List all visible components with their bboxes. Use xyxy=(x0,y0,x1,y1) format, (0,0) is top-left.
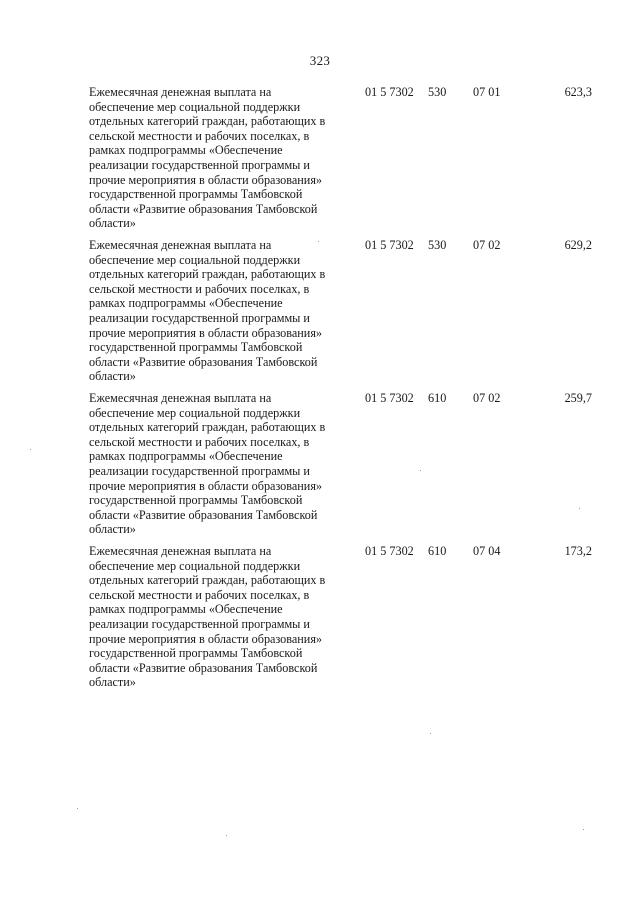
scan-speck xyxy=(430,733,431,734)
amount-value: 623,3 xyxy=(564,85,592,99)
description-line: реализации государственной программы и xyxy=(89,310,310,325)
section-subsection-code: 07 04 xyxy=(473,544,501,558)
description-line: обеспечение мер социальной поддержки xyxy=(89,252,301,267)
row-description xyxy=(89,391,364,537)
description-line: рамках подпрограммы «Обеспечение xyxy=(89,143,283,158)
description-line: Ежемесячная денежная выплата на xyxy=(89,391,272,405)
description-line: области «Развитие образования Тамбовской xyxy=(89,354,318,369)
target-article-code: 01 5 7302 xyxy=(365,238,414,252)
description-line: области» xyxy=(89,522,136,537)
description-line: сельской местности и рабочих поселках, в xyxy=(89,434,310,449)
description-line: реализации государственной программы и xyxy=(89,463,310,478)
description-line: области «Развитие образования Тамбовской xyxy=(89,201,318,216)
scan-speck xyxy=(420,470,421,471)
description-line: рамках подпрограммы «Обеспечение xyxy=(89,449,283,464)
description-line: области» xyxy=(89,369,136,384)
expense-type-code: 530 xyxy=(428,238,447,252)
amount-value: 629,2 xyxy=(564,238,592,252)
page-number: 323 xyxy=(309,53,331,68)
amount-value: 173,2 xyxy=(564,544,592,558)
description-line: сельской местности и рабочих поселках, в xyxy=(89,587,310,602)
table-row xyxy=(0,238,640,391)
section-subsection-code: 07 01 xyxy=(473,85,501,99)
expense-type-code: 610 xyxy=(428,544,447,558)
section-subsection-code: 07 02 xyxy=(473,238,501,252)
description-line: реализации государственной программы и xyxy=(89,157,310,172)
description-line: государственной программы Тамбовской xyxy=(89,493,303,508)
table-row xyxy=(0,544,640,697)
description-line: области» xyxy=(89,675,136,690)
target-article-code: 01 5 7302 xyxy=(365,391,414,405)
scan-speck xyxy=(77,808,78,809)
row-description xyxy=(89,85,364,231)
scan-speck xyxy=(30,449,31,450)
amount-value: 259,7 xyxy=(564,391,592,405)
scan-speck xyxy=(579,508,580,509)
table-row xyxy=(0,85,640,238)
expense-type-code: 530 xyxy=(428,85,447,99)
budget-table xyxy=(0,85,640,697)
section-subsection-code: 07 02 xyxy=(473,391,501,405)
description-line: государственной программы Тамбовской xyxy=(89,187,303,202)
description-line: прочие мероприятия в области образования» xyxy=(89,631,323,646)
table-row xyxy=(0,391,640,544)
description-line: отдельных категорий граждан, работающих в xyxy=(89,267,326,282)
description-line: Ежемесячная денежная выплата на xyxy=(89,85,272,99)
description-line: отдельных категорий граждан, работающих в xyxy=(89,420,326,435)
description-line: обеспечение мер социальной поддержки xyxy=(89,405,301,420)
description-line: Ежемесячная денежная выплата на xyxy=(89,544,272,558)
description-line: области «Развитие образования Тамбовской xyxy=(89,507,318,522)
description-line: реализации государственной программы и xyxy=(89,616,310,631)
scan-speck xyxy=(226,835,227,836)
description-line: отдельных категорий граждан, работающих в xyxy=(89,114,326,129)
description-line: обеспечение мер социальной поддержки xyxy=(89,558,301,573)
expense-type-code: 610 xyxy=(428,391,447,405)
description-line: рамках подпрограммы «Обеспечение xyxy=(89,602,283,617)
description-line: государственной программы Тамбовской xyxy=(89,340,303,355)
row-description xyxy=(89,238,364,384)
description-line: государственной программы Тамбовской xyxy=(89,646,303,661)
scan-speck xyxy=(318,241,319,242)
description-line: отдельных категорий граждан, работающих в xyxy=(89,573,326,588)
target-article-code: 01 5 7302 xyxy=(365,544,414,558)
description-line: прочие мероприятия в области образования» xyxy=(89,478,323,493)
row-description xyxy=(89,544,364,690)
description-line: сельской местности и рабочих поселках, в xyxy=(89,281,310,296)
description-line: рамках подпрограммы «Обеспечение xyxy=(89,296,283,311)
description-line: прочие мероприятия в области образования» xyxy=(89,325,323,340)
target-article-code: 01 5 7302 xyxy=(365,85,414,99)
description-line: области «Развитие образования Тамбовской xyxy=(89,660,318,675)
description-line: обеспечение мер социальной поддержки xyxy=(89,99,301,114)
scan-speck xyxy=(583,829,584,830)
description-line: области» xyxy=(89,216,136,231)
description-line: сельской местности и рабочих поселках, в xyxy=(89,128,310,143)
description-line: прочие мероприятия в области образования» xyxy=(89,172,323,187)
description-line: Ежемесячная денежная выплата на xyxy=(89,238,272,252)
